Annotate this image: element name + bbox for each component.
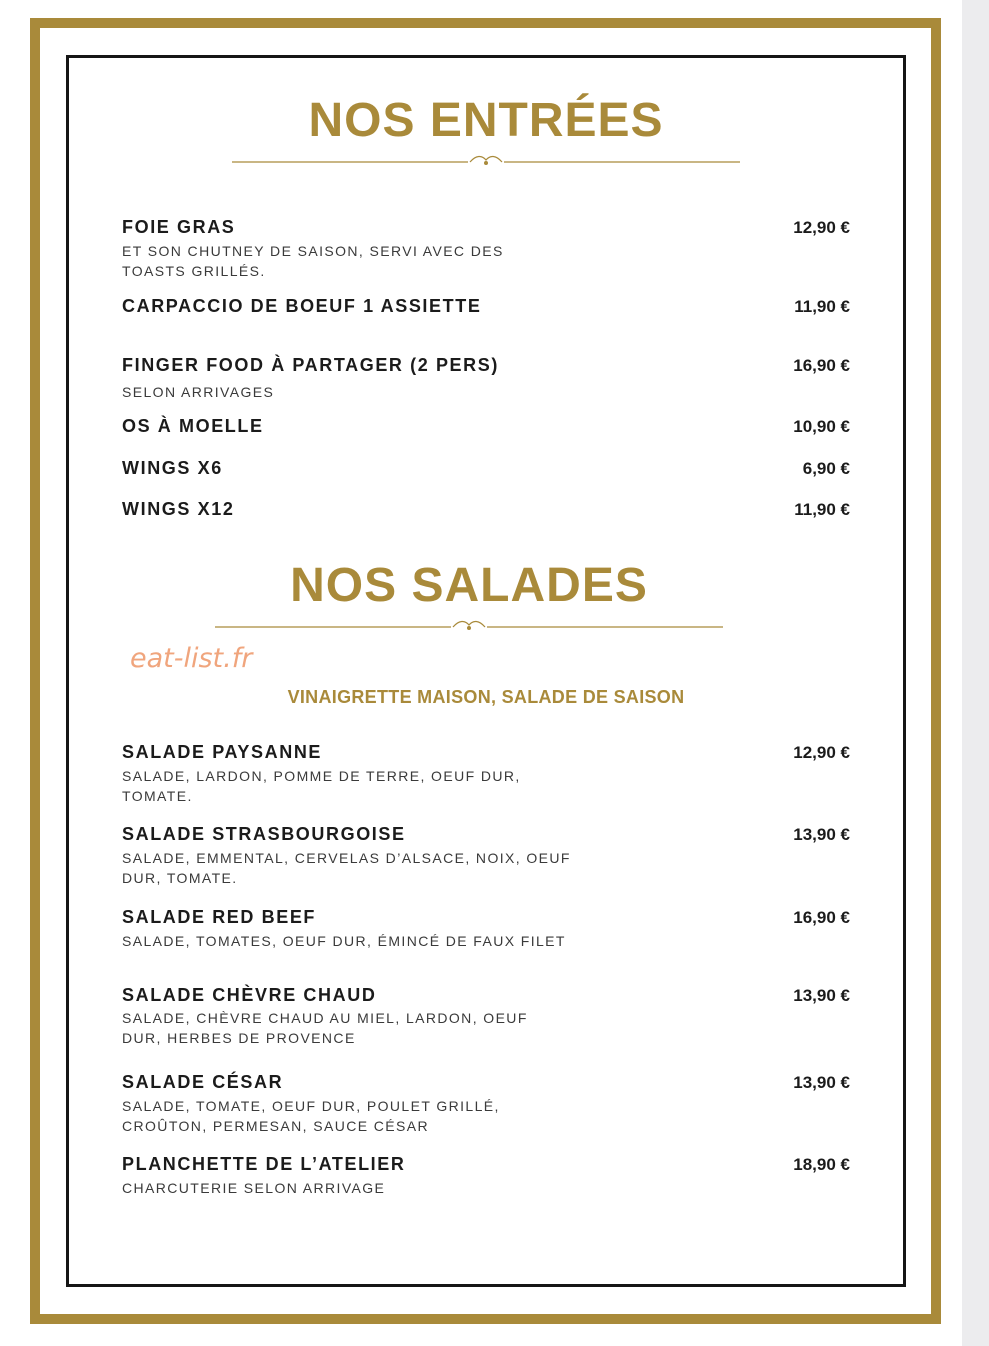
item-price: 11,90 €	[794, 297, 850, 316]
item-name: WINGS X12	[122, 499, 235, 519]
item-name: SALADE RED BEEF	[122, 907, 317, 927]
item-name: SALADE CHÈVRE CHAUD	[122, 985, 377, 1005]
salades-title: NOS SALADES	[290, 559, 648, 612]
item-price: 13,90 €	[793, 986, 850, 1005]
item-description: SALADE, LARDON, POMME DE TERRE, OEUF DUR, TOMATE.	[122, 768, 521, 804]
item-price: 18,90 €	[793, 1155, 850, 1174]
ornament-divider-icon	[52, 619, 886, 633]
watermark: eat-list.fr	[130, 643, 253, 674]
item-price: 13,90 €	[793, 825, 850, 844]
entrees-title: NOS ENTRÉES	[308, 94, 664, 147]
item-name: PLANCHETTE DE L’ATELIER	[122, 1154, 406, 1174]
item-description: SALADE, TOMATE, OEUF DUR, POULET GRILLÉ, CROÛTON, PERMESAN, SAUCE CÉSAR	[122, 1098, 500, 1134]
item-description: SALADE, EMMENTAL, CERVELAS D’ALSACE, NOIX, OEUF DUR, TOMATE.	[122, 850, 571, 886]
item-description: ET SON CHUTNEY DE SAISON, SERVI AVEC DES TOASTS GRILLÉS.	[122, 243, 504, 279]
ornament-divider-icon	[69, 154, 903, 168]
item-description: SELON ARRIVAGES	[122, 384, 275, 400]
item-name: SALADE PAYSANNE	[122, 742, 323, 762]
item-name: OS À MOELLE	[122, 416, 264, 436]
item-name: CARPACCIO DE BOEUF 1 ASSIETTE	[122, 296, 482, 316]
item-name: FOIE GRAS	[122, 217, 236, 237]
item-price: 10,90 €	[793, 417, 850, 436]
item-price: 6,90 €	[802, 459, 850, 478]
item-name: SALADE CÉSAR	[122, 1072, 284, 1092]
item-name: WINGS X6	[122, 458, 223, 478]
item-price: 11,90 €	[794, 500, 850, 519]
item-name: FINGER FOOD À PARTAGER (2 PERS)	[122, 355, 499, 375]
item-description: SALADE, TOMATES, OEUF DUR, ÉMINCÉ DE FAUX FILET	[122, 933, 566, 949]
item-description: SALADE, CHÈVRE CHAUD AU MIEL, LARDON, OEUF DUR, HERBES DE PROVENCE	[122, 1010, 528, 1046]
salades-subtitle: VINAIGRETTE MAISON, SALADE DE SAISON	[287, 687, 685, 707]
item-price: 13,90 €	[793, 1073, 850, 1092]
item-price: 16,90 €	[793, 356, 850, 375]
page-edge	[962, 0, 989, 1346]
item-price: 16,90 €	[793, 908, 850, 927]
item-name: SALADE STRASBOURGOISE	[122, 824, 406, 844]
item-price: 12,90 €	[793, 218, 850, 237]
item-description: CHARCUTERIE SELON ARRIVAGE	[122, 1180, 386, 1196]
item-price: 12,90 €	[793, 743, 850, 762]
